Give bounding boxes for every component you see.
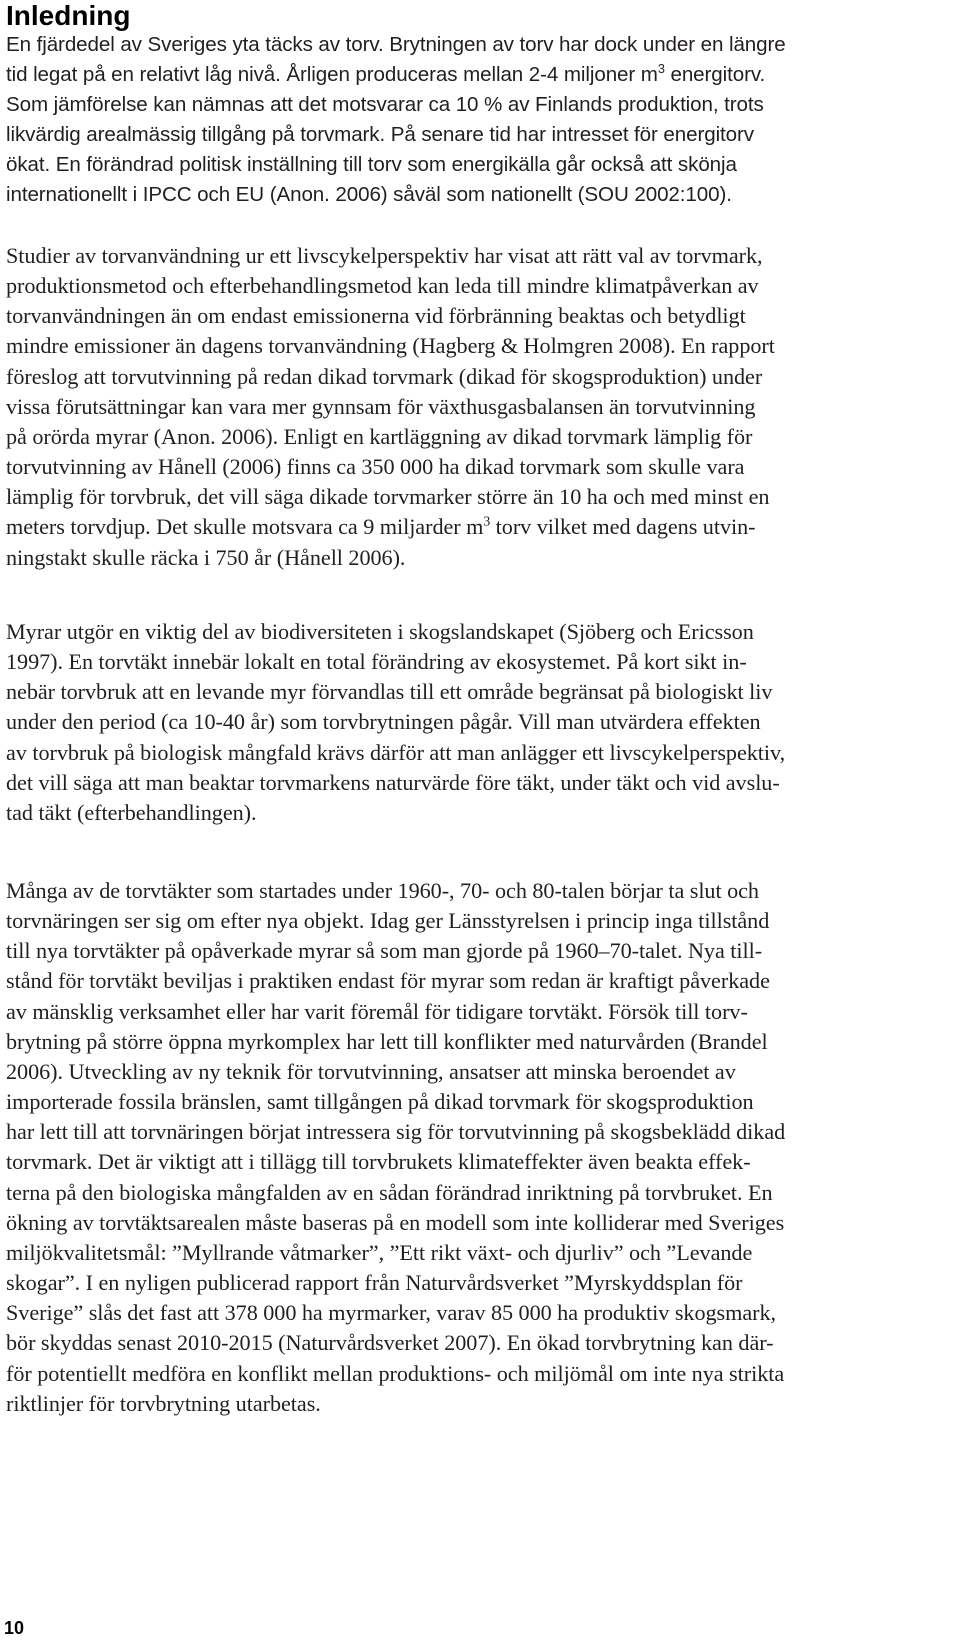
text-line: det vill säga att man beaktar torvmarkens naturvärde före täkt, under täkt och vid avslu-: [6, 769, 780, 795]
text-line: [6, 512, 954, 542]
text-line: internationellt i IPCC och EU (Anon. 2006) såväl som nationellt (SOU 2002:100).: [6, 183, 732, 207]
text-line: till nya torvtäkter på opåverkade myrar så som man gjorde på 1960–70-talet. Nya till-: [6, 938, 763, 964]
section-heading: Inledning: [6, 0, 131, 31]
text-line: lämplig för torvbruk, det vill säga dikade torvmarker större än 10 ha och med minst en: [6, 484, 770, 510]
text-line: brytning på större öppna myrkomplex har lett till konflikter med naturvården (Brandel: [6, 1028, 768, 1054]
text-line: 1997). En torvtäkt innebär lokalt en total förändring av ekosystemet. På kort sikt in-: [6, 649, 747, 675]
text-line: mindre emissioner än dagens torvanvändning (Hagberg & Holmgren 2008). En rapport: [6, 333, 775, 359]
text-line: Sverige” slås det fast att 378 000 ha myrmarker, varav 85 000 ha produktiv skogsmark,: [6, 1300, 777, 1326]
text-line: En fjärdedel av Sveriges yta täcks av torv. Brytningen av torv har dock under en längre: [6, 33, 786, 56]
text-line: under den period (ca 10-40 år) som torvbrytningen pågår. Vill man utvärdera effekten: [6, 709, 761, 735]
text-line: Många av de torvtäkter som startades under 1960-, 70- och 80-talen börjar ta slut och: [6, 878, 759, 903]
text-line: ökning av torvtäktsarealen måste baseras på en modell som inte kolliderar med Sveriges: [6, 1209, 785, 1235]
text-line: ningstakt skulle räcka i 750 år (Hånell 2006).: [6, 544, 406, 570]
text-segment: tid legat på en relativt låg nivå. Årligen produceras mellan 2-4 miljoner m: [6, 63, 658, 87]
text-line: skogar”. I en nyligen publicerad rapport från Naturvårdsverket ”Myrskyddsplan för: [6, 1270, 743, 1296]
text-line: av torvbruk på biologisk mångfald krävs därför att man anlägger ett livscykelperspektiv,: [6, 739, 786, 765]
text-line: av mänsklig verksamhet eller har varit föremål för tidigare torvtäkt. Försök till torv-: [6, 998, 748, 1024]
text-line: tad täkt (efterbehandlingen).: [6, 799, 257, 825]
text-line: nebär torvbruk att en levande myr förvandlas till ett område begränsat på biologiskt liv: [6, 679, 773, 705]
text-line: produktionsmetod och efterbehandlingsmetod kan leda till mindre klimatpåverkan av: [6, 273, 759, 299]
paragraph-peat-extraction: [6, 876, 954, 1419]
text-segment: energitorv.: [664, 63, 766, 87]
text-line: vissa förutsättningar kan vara mer gynnsam för växthusgasbalansen än torvutvinning: [6, 393, 756, 419]
text-line: torvanvändningen än om endast emissionerna vid förbränning beaktas och betydligt: [6, 303, 746, 329]
text-line: miljökvalitetsmål: ”Myllrande våtmarker”, ”Ett rikt växt- och djurliv” och ”Levande: [6, 1239, 753, 1265]
text-line: på orörda myrar (Anon. 2006). Enligt en kartläggning av dikad torvmark lämplig för: [6, 423, 753, 449]
text-line: riktlinjer för torvbrytning utarbetas.: [6, 1390, 321, 1416]
text-line: stånd för torvtäkt beviljas i praktiken endast för myrar som redan är kraftigt påverkade: [6, 968, 770, 994]
text-line: [6, 60, 954, 90]
text-line: torvmark. Det är viktigt att i tillägg till torvbrukets klimateffekter även beakta effek-: [6, 1149, 751, 1175]
text-line: ökat. En förändrad politisk inställning till torv som energikälla går också att skönja: [6, 153, 737, 177]
paragraph-intro-sans: [6, 30, 954, 211]
text-line: Myrar utgör en viktig del av biodiversiteten i skogslandskapet (Sjöberg och Ericsson: [6, 619, 754, 644]
text-segment: torv vilket med dagens utvin-: [490, 514, 756, 540]
paragraph-biodiversity: [6, 617, 954, 828]
page-number: 10: [4, 1618, 25, 1638]
text-line: föreslog att torvutvinning på redan dikad torvmark (dikad för skogsproduktion) under: [6, 363, 763, 389]
text-line: terna på den biologiska mångfalden av en sådan förändrad inriktning på torvbruket. En: [6, 1179, 773, 1205]
text-line: torvnäringen ser sig om efter nya objekt. Idag ger Länsstyrelsen i princip inga tillstånd: [6, 908, 770, 934]
paragraph-intro-serif: [6, 241, 954, 573]
text-line: Som jämförelse kan nämnas att det motsvarar ca 10 % av Finlands produktion, trots: [6, 93, 764, 117]
text-line: 2006). Utveckling av ny teknik för torvutvinning, ansatser att minska beroendet av: [6, 1058, 736, 1084]
text-line: Studier av torvanvändning ur ett livscykelperspektiv har visat att rätt val av torvmark,: [6, 243, 763, 268]
text-line: likvärdig arealmässig tillgång på torvmark. På senare tid har intresset för energitorv: [6, 123, 754, 147]
text-line: bör skyddas senast 2010-2015 (Naturvårdsverket 2007). En ökad torvbrytning kan där-: [6, 1330, 774, 1356]
text-segment: meters torvdjup. Det skulle motsvara ca 9 miljarder m: [6, 514, 484, 540]
text-line: har lett till att torvnäringen börjat intressera sig för torvutvinning på skogsbeklädd dikad: [6, 1119, 786, 1145]
superscript: 3: [657, 61, 665, 77]
text-line: för potentiellt medföra en konflikt mellan produktions- och miljömål om inte nya strikta: [6, 1360, 785, 1386]
text-line: torvutvinning av Hånell (2006) finns ca 350 000 ha dikad torvmark som skulle vara: [6, 454, 745, 480]
superscript: 3: [483, 514, 491, 530]
text-line: importerade fossila bränslen, samt tillgången på dikad torvmark för skogsproduktion: [6, 1089, 754, 1115]
